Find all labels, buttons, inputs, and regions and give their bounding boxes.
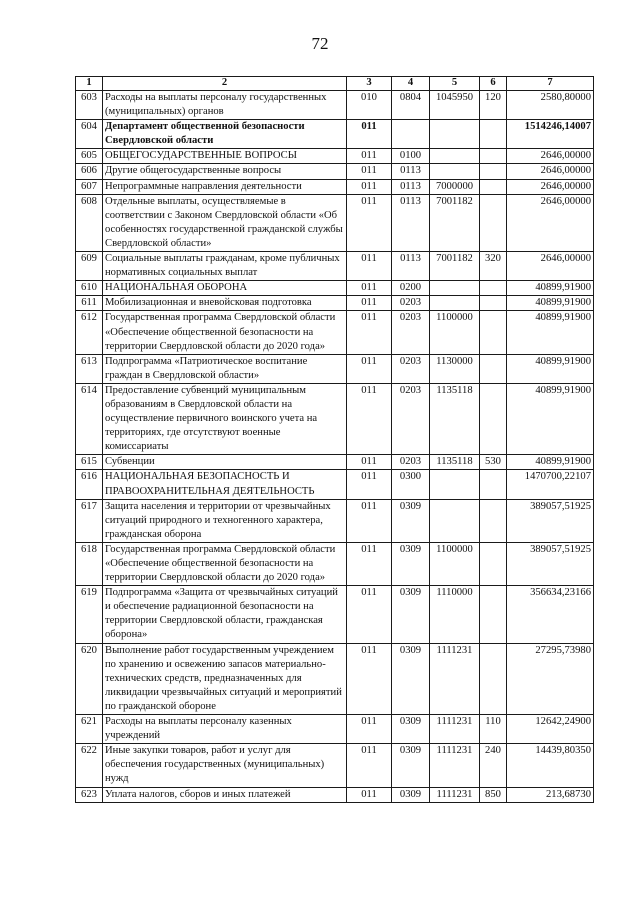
- subsection-code-cell: 0309: [392, 586, 430, 643]
- target-item-cell: 1135118: [430, 383, 480, 454]
- table-body: [76, 91, 594, 803]
- row-number-cell: 609: [76, 252, 103, 281]
- subsection-code-cell: 0113: [392, 179, 430, 194]
- row-name-cell: Другие общегосударственные вопросы: [103, 164, 347, 179]
- subsection-code-cell: 0113: [392, 194, 430, 251]
- table-row: [76, 542, 594, 585]
- amount-cell: 213,68730: [507, 787, 594, 802]
- row-name-cell: НАЦИОНАЛЬНАЯ БЕЗОПАСНОСТЬ И ПРАВООХРАНИТЕЛЬНАЯ ДЕЯТЕЛЬНОСТЬ: [103, 470, 347, 499]
- section-code-cell: 011: [347, 715, 392, 744]
- amount-cell: 12642,24900: [507, 715, 594, 744]
- section-code-cell: 011: [347, 354, 392, 383]
- amount-cell: 2580,80000: [507, 91, 594, 120]
- row-number-cell: 606: [76, 164, 103, 179]
- row-number-cell: 608: [76, 194, 103, 251]
- column-header-3: 3: [347, 77, 392, 91]
- expense-type-cell: 530: [480, 455, 507, 470]
- subsection-code-cell: 0309: [392, 643, 430, 714]
- row-name-cell: Государственная программа Свердловской области «Обеспечение общественной безопасности на территории Свердловской области до 2020 года»: [103, 542, 347, 585]
- target-item-cell: 7001182: [430, 194, 480, 251]
- expense-type-cell: 120: [480, 91, 507, 120]
- section-code-cell: 011: [347, 120, 392, 149]
- subsection-code-cell: 0203: [392, 354, 430, 383]
- table-row: [76, 455, 594, 470]
- row-number-cell: 621: [76, 715, 103, 744]
- subsection-code-cell: 0100: [392, 149, 430, 164]
- table-row: [76, 91, 594, 120]
- row-number-cell: 617: [76, 499, 103, 542]
- target-item-cell: [430, 149, 480, 164]
- section-code-cell: 011: [347, 296, 392, 311]
- table-row: [76, 149, 594, 164]
- row-number-cell: 611: [76, 296, 103, 311]
- target-item-cell: 1111231: [430, 715, 480, 744]
- header-row: [76, 77, 594, 91]
- row-number-cell: 619: [76, 586, 103, 643]
- amount-cell: 2646,00000: [507, 194, 594, 251]
- row-name-cell: Защита населения и территории от чрезвычайных ситуаций природного и техногенного характера, гражданская оборона: [103, 499, 347, 542]
- row-name-cell: Подпрограмма «Защита от чрезвычайных ситуаций и обеспечение радиационной безопасности на территории Свердловской области, гражданская оборона»: [103, 586, 347, 643]
- amount-cell: 1470700,22107: [507, 470, 594, 499]
- amount-cell: 40899,91900: [507, 354, 594, 383]
- target-item-cell: [430, 470, 480, 499]
- budget-table: [75, 76, 594, 803]
- row-name-cell: Непрограммные направления деятельности: [103, 179, 347, 194]
- row-number-cell: 605: [76, 149, 103, 164]
- table-row: [76, 311, 594, 354]
- table-row: [76, 470, 594, 499]
- row-name-cell: Иные закупки товаров, работ и услуг для обеспечения государственных (муниципальных) нужд: [103, 744, 347, 787]
- expense-type-cell: 240: [480, 744, 507, 787]
- row-number-cell: 622: [76, 744, 103, 787]
- section-code-cell: 011: [347, 311, 392, 354]
- table-row: [76, 120, 594, 149]
- table-row: [76, 744, 594, 787]
- amount-cell: 40899,91900: [507, 296, 594, 311]
- expense-type-cell: 110: [480, 715, 507, 744]
- section-code-cell: 011: [347, 744, 392, 787]
- row-name-cell: Предоставление субвенций муниципальным образованиям в Свердловской области на осуществление первичного воинского учета на территориях, где отсутствуют военные комиссариаты: [103, 383, 347, 454]
- row-name-cell: Подпрограмма «Патриотическое воспитание граждан в Свердловской области»: [103, 354, 347, 383]
- amount-cell: 2646,00000: [507, 179, 594, 194]
- amount-cell: 1514246,14007: [507, 120, 594, 149]
- column-header-4: 4: [392, 77, 430, 91]
- subsection-code-cell: 0804: [392, 91, 430, 120]
- section-code-cell: 011: [347, 499, 392, 542]
- amount-cell: 27295,73980: [507, 643, 594, 714]
- expense-type-cell: [480, 542, 507, 585]
- row-number-cell: 610: [76, 281, 103, 296]
- table-row: [76, 194, 594, 251]
- row-name-cell: Государственная программа Свердловской области «Обеспечение общественной безопасности на территории Свердловской области до 2020 года»: [103, 311, 347, 354]
- section-code-cell: 011: [347, 179, 392, 194]
- target-item-cell: 1135118: [430, 455, 480, 470]
- subsection-code-cell: 0113: [392, 252, 430, 281]
- column-header-2: 2: [103, 77, 347, 91]
- row-number-cell: 623: [76, 787, 103, 802]
- section-code-cell: 011: [347, 455, 392, 470]
- amount-cell: 2646,00000: [507, 149, 594, 164]
- expense-type-cell: [480, 149, 507, 164]
- expense-type-cell: [480, 586, 507, 643]
- column-header-1: 1: [76, 77, 103, 91]
- row-number-cell: 618: [76, 542, 103, 585]
- table-row: [76, 164, 594, 179]
- subsection-code-cell: 0203: [392, 311, 430, 354]
- row-name-cell: Выполнение работ государственным учреждением по хранению и освежению запасов материально-технических средств, предназначенных для ликвидации чрезвычайных ситуаций и мероприятий по гражданской обороне: [103, 643, 347, 714]
- section-code-cell: 011: [347, 787, 392, 802]
- row-number-cell: 603: [76, 91, 103, 120]
- subsection-code-cell: 0309: [392, 787, 430, 802]
- subsection-code-cell: 0309: [392, 744, 430, 787]
- table-row: [76, 787, 594, 802]
- expense-type-cell: [480, 643, 507, 714]
- row-name-cell: Субвенции: [103, 455, 347, 470]
- subsection-code-cell: 0300: [392, 470, 430, 499]
- expense-type-cell: [480, 499, 507, 542]
- amount-cell: 2646,00000: [507, 164, 594, 179]
- section-code-cell: 011: [347, 383, 392, 454]
- expense-type-cell: [480, 194, 507, 251]
- table-row: [76, 383, 594, 454]
- row-number-cell: 615: [76, 455, 103, 470]
- table-row: [76, 296, 594, 311]
- row-number-cell: 613: [76, 354, 103, 383]
- column-header-6: 6: [480, 77, 507, 91]
- target-item-cell: [430, 296, 480, 311]
- section-code-cell: 011: [347, 194, 392, 251]
- table-row: [76, 715, 594, 744]
- expense-type-cell: [480, 354, 507, 383]
- row-name-cell: Расходы на выплаты персоналу казенных учреждений: [103, 715, 347, 744]
- amount-cell: 356634,23166: [507, 586, 594, 643]
- column-header-5: 5: [430, 77, 480, 91]
- section-code-cell: 010: [347, 91, 392, 120]
- subsection-code-cell: 0200: [392, 281, 430, 296]
- row-name-cell: Департамент общественной безопасности Свердловской области: [103, 120, 347, 149]
- column-header-7: 7: [507, 77, 594, 91]
- expense-type-cell: 320: [480, 252, 507, 281]
- subsection-code-cell: 0203: [392, 455, 430, 470]
- amount-cell: 40899,91900: [507, 383, 594, 454]
- row-name-cell: НАЦИОНАЛЬНАЯ ОБОРОНА: [103, 281, 347, 296]
- target-item-cell: 1130000: [430, 354, 480, 383]
- target-item-cell: 1111231: [430, 643, 480, 714]
- target-item-cell: 1111231: [430, 787, 480, 802]
- amount-cell: 389057,51925: [507, 542, 594, 585]
- row-number-cell: 607: [76, 179, 103, 194]
- section-code-cell: 011: [347, 643, 392, 714]
- expense-type-cell: [480, 470, 507, 499]
- expense-type-cell: [480, 311, 507, 354]
- expense-type-cell: [480, 164, 507, 179]
- section-code-cell: 011: [347, 281, 392, 296]
- subsection-code-cell: 0309: [392, 542, 430, 585]
- table-row: [76, 252, 594, 281]
- subsection-code-cell: 0309: [392, 499, 430, 542]
- section-code-cell: 011: [347, 164, 392, 179]
- section-code-cell: 011: [347, 586, 392, 643]
- amount-cell: 40899,91900: [507, 281, 594, 296]
- row-name-cell: Социальные выплаты гражданам, кроме публичных нормативных социальных выплат: [103, 252, 347, 281]
- subsection-code-cell: [392, 120, 430, 149]
- section-code-cell: 011: [347, 149, 392, 164]
- expense-type-cell: [480, 281, 507, 296]
- row-name-cell: Расходы на выплаты персоналу государственных (муниципальных) органов: [103, 91, 347, 120]
- target-item-cell: [430, 281, 480, 296]
- table-row: [76, 354, 594, 383]
- subsection-code-cell: 0203: [392, 383, 430, 454]
- target-item-cell: 1111231: [430, 744, 480, 787]
- amount-cell: 389057,51925: [507, 499, 594, 542]
- table-row: [76, 179, 594, 194]
- target-item-cell: 7000000: [430, 179, 480, 194]
- row-number-cell: 616: [76, 470, 103, 499]
- expense-type-cell: [480, 296, 507, 311]
- target-item-cell: 1110000: [430, 586, 480, 643]
- row-number-cell: 604: [76, 120, 103, 149]
- expense-type-cell: [480, 383, 507, 454]
- target-item-cell: 7001182: [430, 252, 480, 281]
- table-row: [76, 586, 594, 643]
- subsection-code-cell: 0309: [392, 715, 430, 744]
- target-item-cell: [430, 164, 480, 179]
- row-name-cell: ОБЩЕГОСУДАРСТВЕННЫЕ ВОПРОСЫ: [103, 149, 347, 164]
- subsection-code-cell: 0203: [392, 296, 430, 311]
- target-item-cell: 1045950: [430, 91, 480, 120]
- expense-type-cell: 850: [480, 787, 507, 802]
- target-item-cell: 1100000: [430, 311, 480, 354]
- target-item-cell: [430, 120, 480, 149]
- target-item-cell: [430, 499, 480, 542]
- section-code-cell: 011: [347, 252, 392, 281]
- row-number-cell: 614: [76, 383, 103, 454]
- amount-cell: 40899,91900: [507, 455, 594, 470]
- expense-type-cell: [480, 120, 507, 149]
- section-code-cell: 011: [347, 542, 392, 585]
- row-name-cell: Мобилизационная и вневойсковая подготовка: [103, 296, 347, 311]
- amount-cell: 40899,91900: [507, 311, 594, 354]
- row-name-cell: Отдельные выплаты, осуществляемые в соответствии с Законом Свердловской области «Об особенностях государственной гражданской службы Свердловской области»: [103, 194, 347, 251]
- section-code-cell: 011: [347, 470, 392, 499]
- row-number-cell: 612: [76, 311, 103, 354]
- table-row: [76, 643, 594, 714]
- amount-cell: 14439,80350: [507, 744, 594, 787]
- expense-type-cell: [480, 179, 507, 194]
- amount-cell: 2646,00000: [507, 252, 594, 281]
- table-row: [76, 281, 594, 296]
- table-row: [76, 499, 594, 542]
- row-number-cell: 620: [76, 643, 103, 714]
- target-item-cell: 1100000: [430, 542, 480, 585]
- subsection-code-cell: 0113: [392, 164, 430, 179]
- page-number: 72: [311, 34, 329, 53]
- row-name-cell: Уплата налогов, сборов и иных платежей: [103, 787, 347, 802]
